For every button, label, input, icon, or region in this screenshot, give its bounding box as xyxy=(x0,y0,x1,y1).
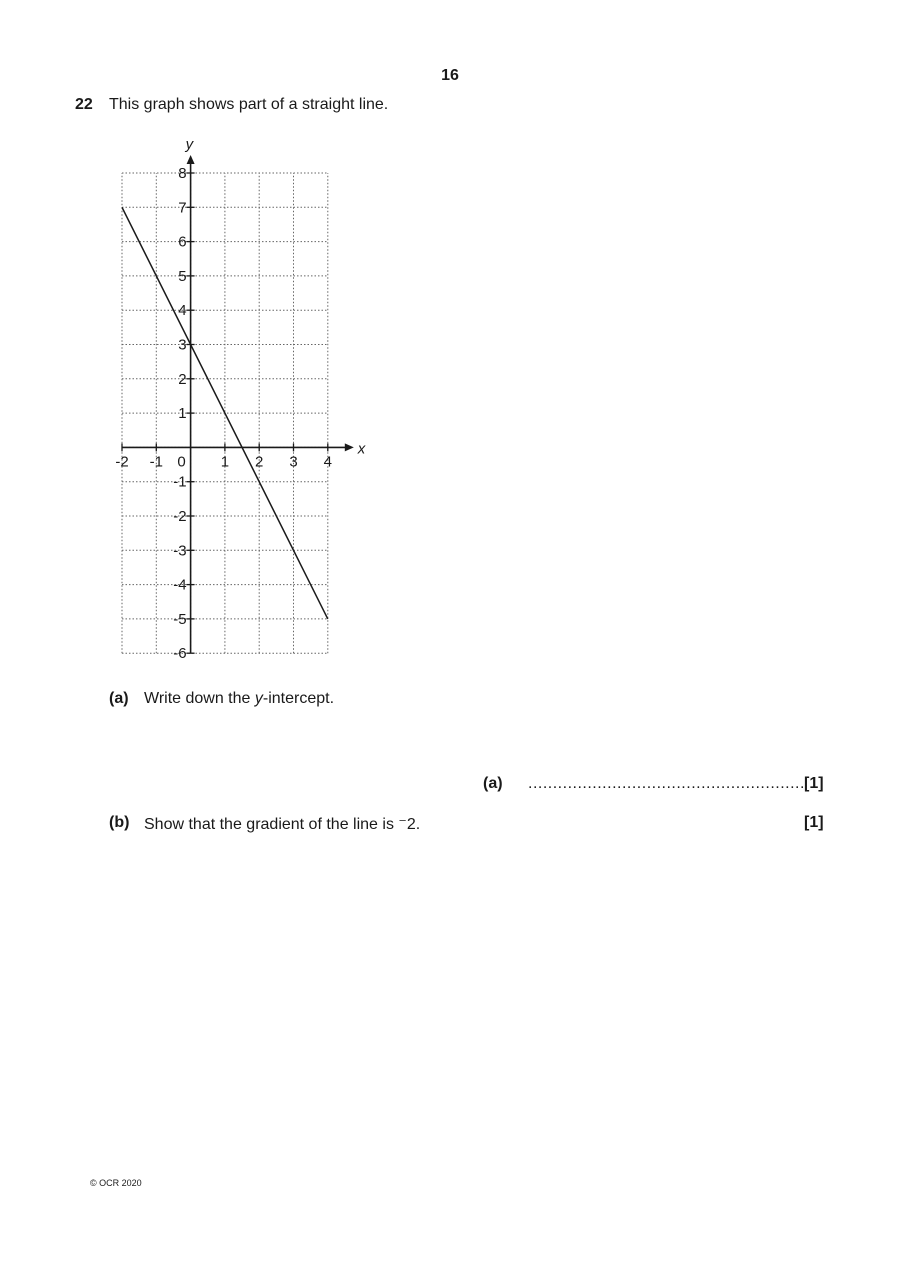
y-tick-label: 6 xyxy=(178,233,187,251)
y-tick-label: -4 xyxy=(173,576,187,594)
x-tick-label: 4 xyxy=(323,453,332,471)
x-tick-label: -2 xyxy=(115,453,129,471)
y-tick-label: 8 xyxy=(178,165,187,182)
y-tick-label: -3 xyxy=(173,542,187,560)
y-axis-label: y xyxy=(185,136,194,153)
x-tick-label: 1 xyxy=(220,453,230,471)
y-tick-label: 4 xyxy=(178,302,187,320)
x-tick-label: 0 xyxy=(177,453,186,471)
y-tick-label: -6 xyxy=(173,645,187,663)
y-tick-label: 1 xyxy=(178,405,187,423)
question-text: This graph shows part of a straight line. xyxy=(109,96,389,113)
straight-line-graph xyxy=(100,130,380,670)
part-a-marks: [1] xyxy=(804,775,824,792)
part-a-text-variable: y xyxy=(254,690,263,707)
x-tick-label: 3 xyxy=(289,453,298,471)
page-number: 16 xyxy=(441,67,459,84)
copyright-footer: © OCR 2020 xyxy=(90,1178,142,1188)
y-axis-arrow xyxy=(187,155,195,164)
y-tick-label: -1 xyxy=(173,473,187,491)
y-tick-label: 3 xyxy=(178,336,187,354)
x-axis-arrow xyxy=(345,443,354,451)
answer-a-label: (a) xyxy=(483,775,503,792)
part-b-question: Show that the gradient of the line is ⁻2. xyxy=(144,816,421,833)
part-a-text-end: -intercept. xyxy=(262,690,335,707)
part-a-label: (a) xyxy=(109,690,129,707)
part-a-question xyxy=(144,690,334,708)
series-line xyxy=(122,207,328,619)
x-tick-label: -1 xyxy=(149,453,163,471)
y-tick-label: 2 xyxy=(178,370,187,388)
y-tick-label: 5 xyxy=(178,267,187,285)
x-tick-label: 2 xyxy=(255,453,264,471)
part-b-label: (b) xyxy=(109,814,130,831)
y-tick-label: 7 xyxy=(178,199,187,217)
question-number: 22 xyxy=(75,96,93,113)
part-b-marks: [1] xyxy=(804,814,824,831)
series-lines xyxy=(122,207,328,619)
part-a-text-start: Write down the xyxy=(144,690,255,707)
x-axis-label: x xyxy=(357,440,366,458)
y-tick-label: -2 xyxy=(173,508,187,525)
y-tick-label: -5 xyxy=(173,610,187,628)
answer-a-line[interactable]: ........................................................ xyxy=(528,775,805,792)
